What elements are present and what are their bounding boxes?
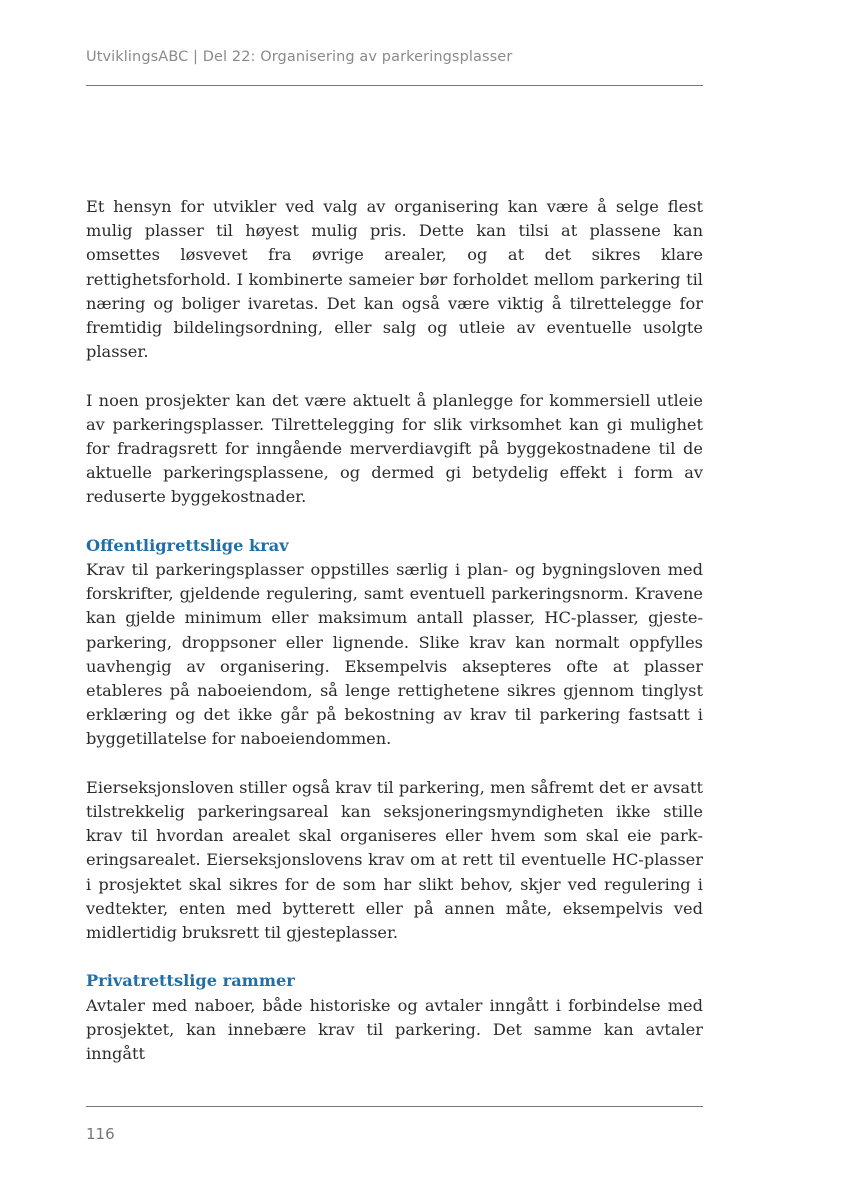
footer-divider: [86, 1106, 703, 1107]
paragraph: Krav til parkeringsplasser oppstilles særlig i plan- og bygningsloven med forskrifter, gjeldende regulering, samt eventuell parkeringsnorm. Kravene kan gjelde minimum eller maksimum antall plasser, HC-plasser, gjesteparkering, droppsoner eller lignende. Slike krav kan normalt oppfylles uavhengig av organisering. Eksempelvis aksepteres ofte at plasser etableres på naboeiendom, så lenge rettighetene sikres gjennom tinglyst erklæring og det ikke går på bekostning av krav til parkering fastsatt i byggetillatelse for naboeiendommen.: [86, 560, 703, 749]
running-header: UtviklingsABC | Del 22: Organisering av parkeringsplasser: [86, 49, 513, 65]
section-heading-private-law: Privatrettslige rammer: [86, 971, 295, 991]
paragraph: I noen prosjekter kan det være aktuelt å planlegge for kommersiell utleie av parkeringsplasser. Tilrettelegging for slik virksomhet kan gi mulighet for fradragsrett for inngående merverdiavgift på byggekostnadene til de aktuelle parkeringsplassene, og dermed gi betydelig effekt i form av reduserte byggekostnader.: [86, 390, 703, 507]
header-divider: [86, 85, 703, 86]
paragraph: Avtaler med naboer, både historiske og avtaler inngått i forbindelse med prosjektet, kan innebære krav til parkering. Det samme kan avtaler inngått: [86, 995, 703, 1064]
paragraph: Eierseksjonsloven stiller også krav til parkering, men såfremt det er avsatt tilstrekkelig parkeringsareal kan seksjoneringsmyndigheten ikke stille krav til hvordan arealet skal organiseres eller hvem som skal eie parkeringsarealet. Eierseksjonslovens krav om at rett til eventuelle HC-plasser i prosjektet skal sikres for de som har slikt behov, skjer ved regulering i vedtekter, enten med bytterett eller på annen måte, eksempelvis ved midlertidig bruksrett til gjesteplasser.: [86, 777, 703, 943]
page-number: 116: [86, 1125, 115, 1143]
section-heading-public-law: Offentligrettslige krav: [86, 535, 289, 555]
page-body: [86, 195, 703, 1066]
paragraph: Et hensyn for utvikler ved valg av organisering kan være å selge flest mulig plasser til høyest mulig pris. Dette kan tilsi at plassene kan omsettes løsvevet fra øvrige arealer, og at det sikres klare rettighetsforhold. I kombinerte sameier bør forholdet mellom parkering til næring og boliger ivaretas. Det kan også være viktig å tilrettelegge for fremtidig bildelingsordning, eller salg og utleie av eventuelle usolgte plasser.: [86, 197, 703, 362]
